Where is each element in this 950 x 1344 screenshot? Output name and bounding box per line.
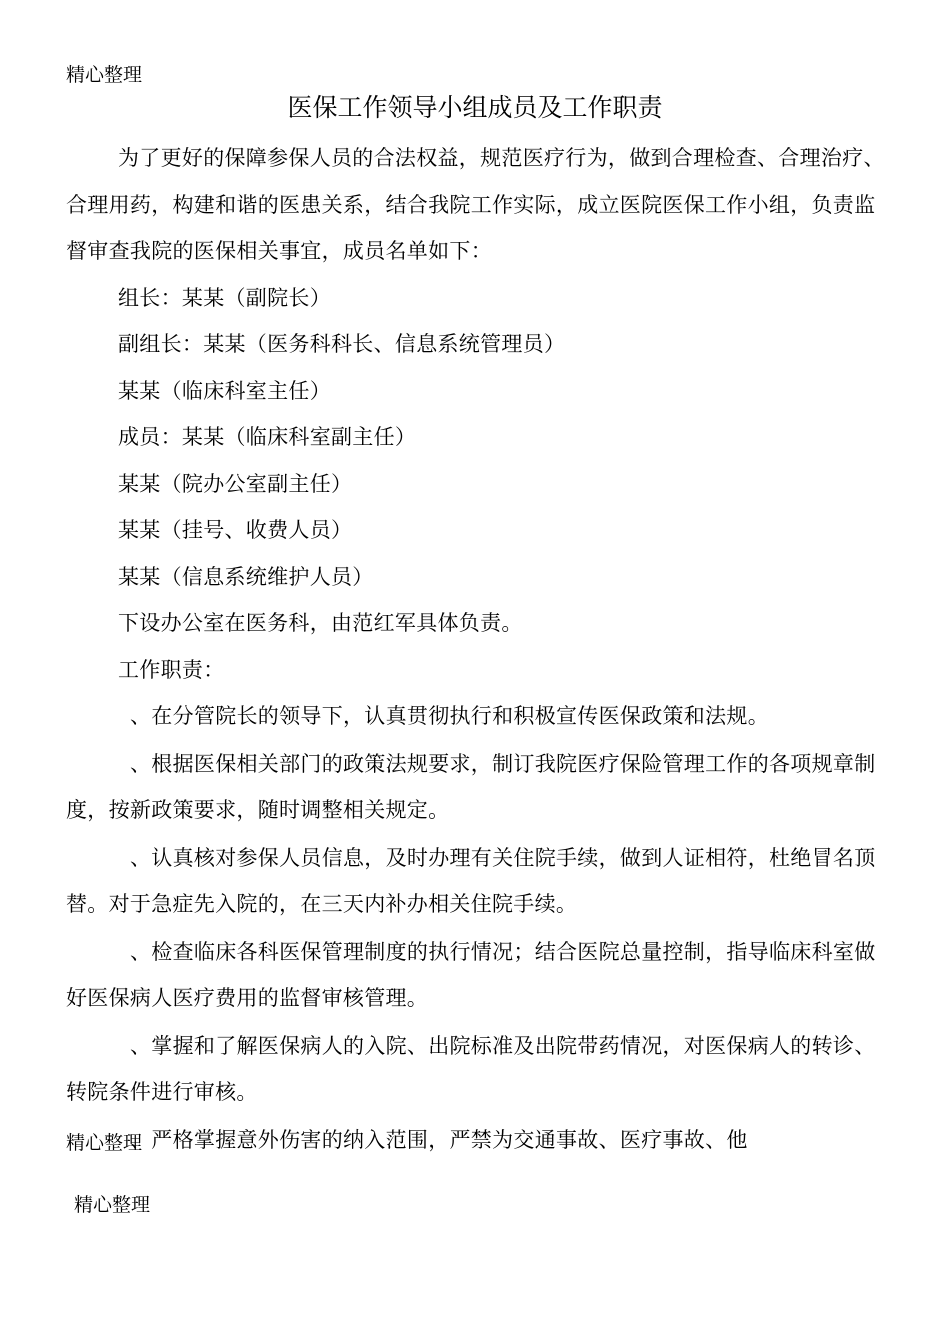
member-line: 某某（院办公室副主任） (118, 471, 353, 496)
duty-item: 、认真核对参保人员信息，及时办理有关住院手续，做到人证相符，杜绝冒名顶替。对于急症先入院的，在三天内补办相关住院手续。 (66, 845, 876, 916)
member-line: 某某（挂号、收费人员） (118, 518, 353, 542)
duty-item: 、检查临床各科医保管理制度的执行情况；结合医院总量控制，指导临床科室做好医保病人医疗费用的监督审核管理。 (66, 939, 876, 1010)
duty-item: 、根据医保相关部门的政策法规要求，制订我院医疗保险管理工作的各项规章制度，按新政策要求，随时调整相关规定。 (66, 751, 876, 822)
member-line: 某某（信息系统维护人员） (118, 564, 374, 589)
duty-item: 、严格掌握意外伤害的纳入范围，严禁为交通事故、医疗事故、他 (130, 1127, 748, 1152)
footer-mark: 精心整理 (66, 1132, 143, 1154)
duties-heading: 工作职责： (118, 657, 225, 682)
document-body (66, 135, 886, 1163)
duty-item: 、掌握和了解医保病人的入院、出院标准及出院带药情况，对医保病人的转诊、转院条件进行审核。 (66, 1033, 876, 1104)
member-line: 某某（临床科室主任） (118, 378, 331, 403)
member-line: 副组长：某某（医务科科长、信息系统管理员） (118, 332, 566, 356)
member-line: 成员：某某（临床科室副主任） (118, 425, 417, 449)
intro-paragraph: 为了更好的保障参保人员的合法权益，规范医疗行为，做到合理检查、合理治疗、合理用药，构建和谐的医患关系，结合我院工作实际，成立医院医保工作小组，负责监督审查我院的医保相关事宜，成员名单如下： (66, 146, 885, 263)
office-line: 下设办公室在医务科，由范红军具体负责。 (118, 611, 523, 635)
header-mark: 精心整理 (66, 64, 143, 86)
document-title: 医保工作领导小组成员及工作职责 (287, 93, 663, 122)
footer-stamp: 精心整理 (74, 1194, 151, 1216)
member-line: 组长：某某（副院长） (118, 285, 331, 310)
duty-item: 、在分管院长的领导下，认真贯彻执行和积极宣传医保政策和法规。 (130, 704, 769, 728)
